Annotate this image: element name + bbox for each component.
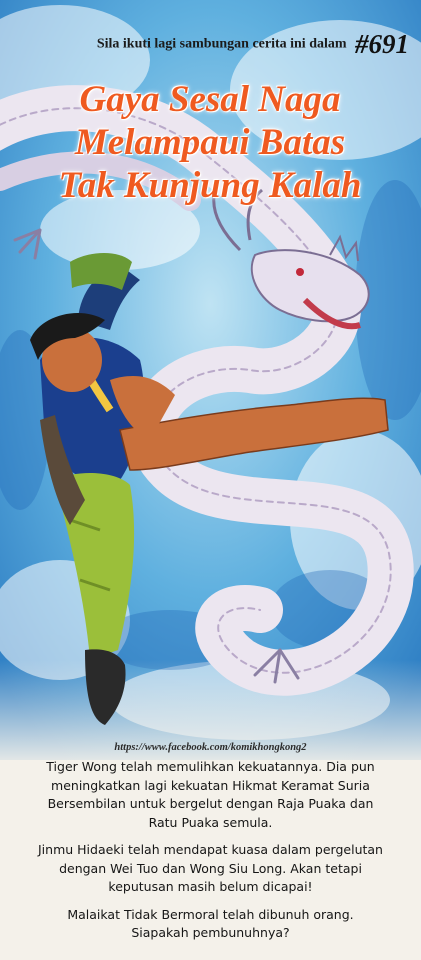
source-url: https://www.facebook.com/komikhongkong2: [114, 742, 307, 753]
synopsis-paragraph-3: [12, 906, 409, 943]
title-line-1: Gaya Sesal Naga: [79, 79, 341, 120]
title-line-3: Tak Kunjung Kalah: [58, 165, 362, 206]
next-issue-banner: [0, 29, 421, 60]
issue-number: #691: [355, 29, 409, 59]
synopsis-line: dengan Wei Tuo dan Wong Siu Long. Akan tetapi: [59, 860, 362, 876]
synopsis-line: meningkatkan lagi kekuatan Hikmat Keramat Suria: [51, 777, 370, 793]
story-synopsis: [12, 758, 409, 952]
synopsis-line: Ratu Puaka semula.: [148, 814, 273, 830]
title-line-2: Melampaui Batas: [74, 122, 346, 163]
synopsis-line: Malaikat Tidak Bermoral telah dibunuh orang.: [67, 906, 354, 922]
synopsis-line: Jinmu Hidaeki telah mendapat kuasa dalam pergelutan: [38, 842, 383, 857]
synopsis-line: Siapakah pembunuhnya?: [131, 925, 290, 940]
synopsis-paragraph-1: [12, 758, 409, 832]
next-issue-title: [20, 78, 400, 207]
synopsis-line: Bersembilan untuk bergelut dengan Raja Puaka dan: [47, 796, 374, 811]
synopsis-line: Tiger Wong telah memulihkan kekuatannya. Dia pun: [46, 759, 375, 774]
synopsis-line: keputusan masih belum dicapai!: [108, 879, 313, 894]
bottom-fade: [0, 660, 421, 770]
synopsis-paragraph-2: [12, 841, 409, 897]
next-issue-lead: Sila ikuti lagi sambungan cerita ini dalam: [96, 36, 347, 52]
